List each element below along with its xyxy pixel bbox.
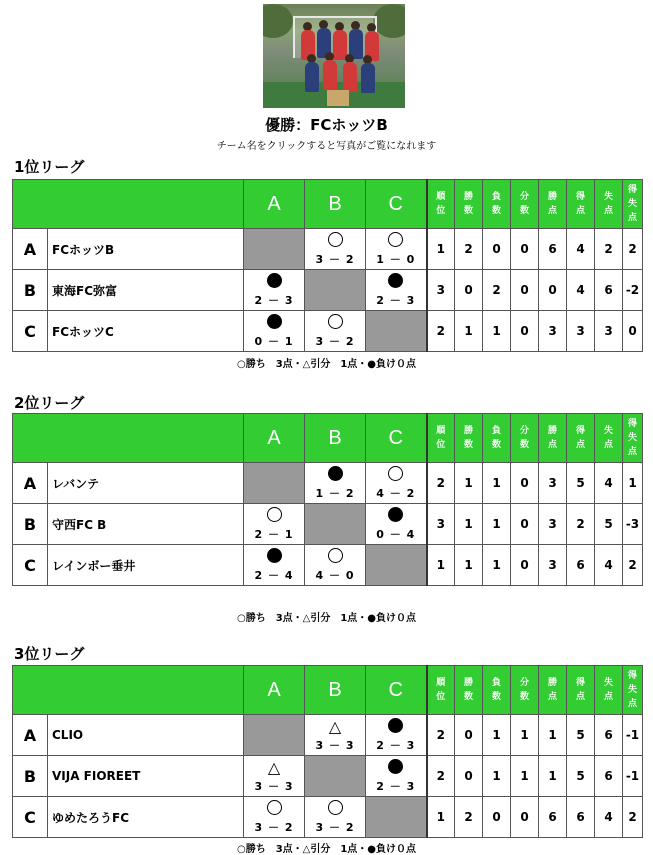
row-letter: B (13, 504, 48, 545)
stat-value: 2 (595, 229, 623, 270)
match-result-cell (244, 504, 305, 545)
match-result-cell (244, 545, 305, 586)
match-score: 2 － 1 (254, 528, 294, 541)
stat-header: 得 点 (567, 180, 595, 229)
match-result-cell (244, 756, 305, 797)
row-letter: C (13, 797, 48, 838)
stat-value: 4 (567, 270, 595, 311)
match-result-cell (244, 797, 305, 838)
stat-value: 1 (427, 545, 455, 586)
self-match-cell (366, 545, 427, 586)
win-mark-icon (244, 800, 304, 819)
self-match-cell (305, 504, 366, 545)
match-score: 3 － 2 (315, 253, 355, 266)
stat-value: 2 (427, 463, 455, 504)
team-name-link[interactable]: レインボー垂井 (48, 545, 244, 586)
lose-mark-icon (366, 718, 426, 737)
header-row (13, 666, 643, 715)
stat-value: 1 (539, 756, 567, 797)
stat-header: 負 数 (483, 666, 511, 715)
league-title: 2位リーグ (14, 394, 85, 412)
opponent-header: A (244, 666, 305, 715)
team-row (13, 715, 643, 756)
team-name-link[interactable]: ゆめたろうFC (48, 797, 244, 838)
stat-value: 1 (455, 545, 483, 586)
stat-header: 得 失 点 (623, 180, 643, 229)
match-result-cell (366, 756, 427, 797)
stat-value: 2 (567, 504, 595, 545)
header-blank (13, 414, 244, 463)
stat-value: 3 (539, 504, 567, 545)
lose-mark-icon (244, 314, 304, 333)
stat-header: 失 点 (595, 666, 623, 715)
match-score: 4 － 0 (315, 569, 355, 582)
league-table (12, 665, 643, 838)
stat-value: 0 (511, 545, 539, 586)
match-score: 2 － 3 (376, 739, 416, 752)
stat-header: 分 数 (511, 414, 539, 463)
self-match-cell (244, 463, 305, 504)
team-name-link[interactable]: VIJA FIOREET (48, 756, 244, 797)
match-score: 0 － 1 (254, 335, 294, 348)
stat-value: 2 (455, 797, 483, 838)
stat-header: 負 数 (483, 414, 511, 463)
champion-title: 優勝：FCホッツB (265, 116, 388, 134)
stat-header: 順 位 (427, 414, 455, 463)
stat-value: 0 (539, 270, 567, 311)
stat-header: 得 失 点 (623, 666, 643, 715)
league-table (12, 179, 643, 352)
draw-mark-icon (305, 718, 365, 736)
stat-value: 3 (567, 311, 595, 352)
match-score: 2 － 3 (376, 780, 416, 793)
match-score: 1 － 0 (376, 253, 416, 266)
win-mark-icon (305, 232, 365, 251)
stat-value: 0 (511, 797, 539, 838)
stat-value: 0 (455, 270, 483, 311)
opponent-header: B (305, 414, 366, 463)
match-result-cell (366, 229, 427, 270)
stat-header: 勝 点 (539, 666, 567, 715)
league-title: 1位リーグ (14, 158, 85, 176)
stat-value: 5 (567, 463, 595, 504)
stat-value: 4 (595, 545, 623, 586)
stat-value: 1 (483, 504, 511, 545)
match-result-cell (305, 229, 366, 270)
stat-value: 3 (539, 545, 567, 586)
stat-header: 分 数 (511, 180, 539, 229)
stat-value: -3 (623, 504, 643, 545)
match-result-cell (305, 463, 366, 504)
stat-header: 勝 点 (539, 414, 567, 463)
stat-value: 6 (539, 229, 567, 270)
stat-value: 6 (539, 797, 567, 838)
stat-value: 6 (595, 715, 623, 756)
row-letter: C (13, 545, 48, 586)
stat-value: 4 (595, 463, 623, 504)
header-blank (13, 180, 244, 229)
stat-value: 0 (483, 229, 511, 270)
header-row (13, 414, 643, 463)
stat-value: 2 (427, 756, 455, 797)
stat-value: 2 (427, 715, 455, 756)
match-result-cell (366, 463, 427, 504)
self-match-cell (244, 229, 305, 270)
team-name-link[interactable]: 東海FC弥富 (48, 270, 244, 311)
stat-value: 3 (595, 311, 623, 352)
opponent-header: A (244, 414, 305, 463)
stat-header: 負 数 (483, 180, 511, 229)
league-table (12, 413, 643, 586)
stat-value: 0 (623, 311, 643, 352)
stat-value: -2 (623, 270, 643, 311)
match-score: 3 － 2 (254, 821, 294, 834)
stat-value: 2 (427, 311, 455, 352)
team-row (13, 229, 643, 270)
match-score: 1 － 2 (315, 487, 355, 500)
row-letter: A (13, 463, 48, 504)
team-row (13, 504, 643, 545)
stat-value: 0 (511, 229, 539, 270)
match-result-cell (305, 715, 366, 756)
legend: ○勝ち 3点・△引分 1点・●負け０点 (236, 359, 417, 370)
win-mark-icon (366, 232, 426, 251)
self-match-cell (305, 756, 366, 797)
self-match-cell (366, 311, 427, 352)
stat-value: 6 (595, 756, 623, 797)
opponent-header: B (305, 666, 366, 715)
win-mark-icon (305, 314, 365, 333)
row-letter: A (13, 229, 48, 270)
lose-mark-icon (305, 466, 365, 485)
stat-header: 分 数 (511, 666, 539, 715)
stat-header: 失 点 (595, 414, 623, 463)
stat-value: 1 (511, 715, 539, 756)
team-row (13, 797, 643, 838)
legend: ○勝ち 3点・△引分 1点・●負け０点 (236, 613, 417, 624)
match-score: 2 － 4 (254, 569, 294, 582)
team-row (13, 756, 643, 797)
lose-mark-icon (366, 759, 426, 778)
opponent-header: B (305, 180, 366, 229)
stat-value: 2 (483, 270, 511, 311)
match-score: 2 － 3 (376, 294, 416, 307)
stat-value: 0 (511, 311, 539, 352)
match-result-cell (244, 311, 305, 352)
stat-value: 1 (455, 504, 483, 545)
match-score: 3 － 3 (254, 780, 294, 793)
stat-value: 1 (483, 311, 511, 352)
opponent-header: C (366, 180, 427, 229)
stat-value: 1 (455, 463, 483, 504)
stat-value: -1 (623, 756, 643, 797)
self-match-cell (305, 270, 366, 311)
legend: ○勝ち 3点・△引分 1点・●負け０点 (236, 844, 417, 855)
stat-header: 順 位 (427, 666, 455, 715)
stat-value: 6 (595, 270, 623, 311)
win-mark-icon (244, 507, 304, 526)
opponent-header: A (244, 180, 305, 229)
stat-value: 0 (455, 756, 483, 797)
match-score: 2 － 3 (254, 294, 294, 307)
stat-value: 0 (483, 797, 511, 838)
team-photo (263, 4, 405, 108)
match-result-cell (305, 545, 366, 586)
stat-value: 2 (455, 229, 483, 270)
stat-header: 得 点 (567, 414, 595, 463)
stat-value: 4 (567, 229, 595, 270)
team-name-link[interactable]: 守西FC B (48, 504, 244, 545)
lose-mark-icon (366, 507, 426, 526)
stat-value: 1 (483, 715, 511, 756)
team-row (13, 463, 643, 504)
row-letter: A (13, 715, 48, 756)
self-match-cell (366, 797, 427, 838)
match-result-cell (305, 311, 366, 352)
row-letter: C (13, 311, 48, 352)
opponent-header: C (366, 414, 427, 463)
match-result-cell (244, 270, 305, 311)
stat-value: 0 (511, 270, 539, 311)
row-letter: B (13, 270, 48, 311)
team-name-link[interactable]: レバンテ (48, 463, 244, 504)
stat-value: 1 (483, 545, 511, 586)
header-row (13, 180, 643, 229)
opponent-header: C (366, 666, 427, 715)
stat-header: 勝 点 (539, 180, 567, 229)
league-title: 3位リーグ (14, 645, 85, 663)
match-result-cell (366, 270, 427, 311)
stat-value: 3 (427, 270, 455, 311)
stat-header: 勝 数 (455, 414, 483, 463)
stat-value: 5 (595, 504, 623, 545)
win-mark-icon (366, 466, 426, 485)
stat-value: 1 (455, 311, 483, 352)
stat-value: 1 (623, 463, 643, 504)
row-letter: B (13, 756, 48, 797)
stat-header: 得 失 点 (623, 414, 643, 463)
stat-value: 0 (455, 715, 483, 756)
header-blank (13, 666, 244, 715)
stat-value: 6 (567, 797, 595, 838)
stat-value: 5 (567, 756, 595, 797)
self-match-cell (244, 715, 305, 756)
win-mark-icon (305, 800, 365, 819)
team-row (13, 545, 643, 586)
stat-value: 1 (511, 756, 539, 797)
stat-value: 2 (623, 229, 643, 270)
stat-value: 1 (427, 797, 455, 838)
match-result-cell (366, 715, 427, 756)
stat-value: 3 (539, 463, 567, 504)
team-name-link[interactable]: FCホッツB (48, 229, 244, 270)
match-score: 3 － 3 (315, 739, 355, 752)
match-score: 3 － 2 (315, 335, 355, 348)
stat-value: 3 (539, 311, 567, 352)
team-row (13, 270, 643, 311)
stat-header: 得 点 (567, 666, 595, 715)
draw-mark-icon (244, 759, 304, 777)
team-row (13, 311, 643, 352)
stat-value: 1 (483, 756, 511, 797)
stat-value: 2 (623, 797, 643, 838)
stat-header: 失 点 (595, 180, 623, 229)
stat-header: 順 位 (427, 180, 455, 229)
stat-value: 1 (539, 715, 567, 756)
stat-value: 5 (567, 715, 595, 756)
match-score: 4 － 2 (376, 487, 416, 500)
stat-value: 3 (427, 504, 455, 545)
stat-header: 勝 数 (455, 180, 483, 229)
match-result-cell (366, 504, 427, 545)
stat-value: 1 (427, 229, 455, 270)
lose-mark-icon (244, 548, 304, 567)
stat-value: 1 (483, 463, 511, 504)
stat-header: 勝 数 (455, 666, 483, 715)
stat-value: -1 (623, 715, 643, 756)
match-score: 0 － 4 (376, 528, 416, 541)
lose-mark-icon (366, 273, 426, 292)
stat-value: 6 (567, 545, 595, 586)
win-mark-icon (305, 548, 365, 567)
stat-value: 2 (623, 545, 643, 586)
photo-note: チーム名をクリックすると写真がご覧になれます (216, 141, 437, 152)
stat-value: 4 (595, 797, 623, 838)
match-result-cell (305, 797, 366, 838)
match-score: 3 － 2 (315, 821, 355, 834)
team-name-link[interactable]: CLIO (48, 715, 244, 756)
lose-mark-icon (244, 273, 304, 292)
stat-value: 0 (511, 504, 539, 545)
team-name-link[interactable]: FCホッツC (48, 311, 244, 352)
stat-value: 0 (511, 463, 539, 504)
